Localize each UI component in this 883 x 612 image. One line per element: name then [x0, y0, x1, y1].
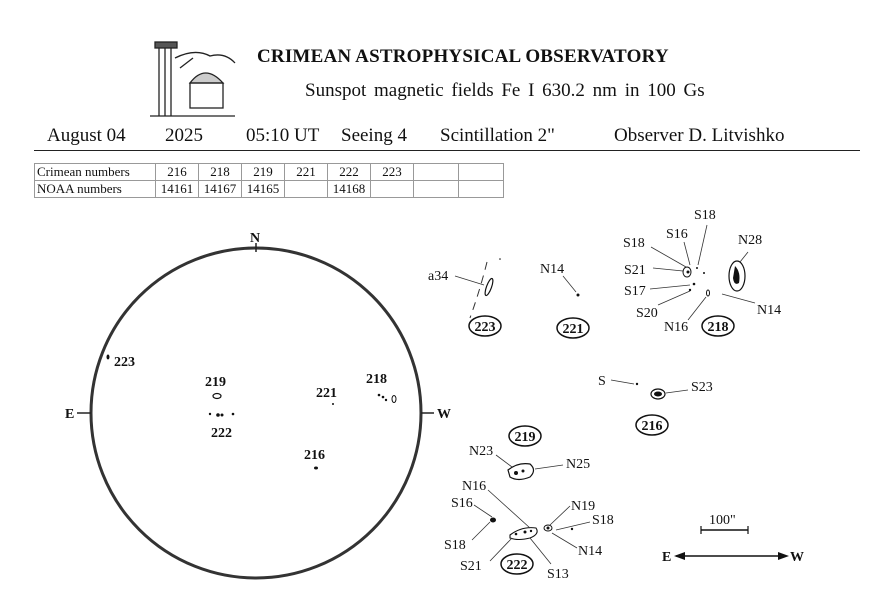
table-cell: 14161: [156, 181, 199, 198]
observation-date: August 04: [47, 125, 126, 146]
spot-inset-219: [508, 464, 534, 480]
scintillation-value: Scintillation 2": [440, 125, 555, 146]
inset-219-label: N23: [469, 444, 494, 459]
inset-223-label: a34: [428, 269, 449, 284]
disk-region-218: 218: [366, 372, 387, 387]
east-label: E: [65, 407, 75, 422]
spot-group-218: [378, 394, 396, 403]
inset-218-label: S21: [624, 263, 646, 278]
spot-216: [314, 467, 318, 470]
leader-line: [535, 465, 563, 469]
inset-221-number: 221: [562, 322, 584, 337]
inset-218-label: S16: [666, 227, 688, 242]
spot-inset-216-core: [654, 392, 662, 397]
table-cell: 14165: [242, 181, 285, 198]
inset-218-label: S17: [624, 284, 646, 299]
inset-222-label: S16: [451, 496, 473, 511]
inset-222-label: N16: [462, 479, 487, 494]
table-cell: 14167: [199, 181, 242, 198]
inset-216-number: 216: [641, 419, 663, 434]
inset-222-label: S13: [547, 567, 569, 582]
spot-223: [107, 355, 110, 360]
table-cell: 14168: [328, 181, 371, 198]
leader-line: [455, 276, 484, 285]
inset-222-number: 222: [506, 558, 528, 573]
leader-line: [666, 390, 688, 393]
inset-218-label: N16: [664, 320, 689, 335]
arrow-east-label: E: [662, 550, 672, 565]
leader-line: [496, 455, 512, 467]
inset-218-label: N28: [738, 233, 763, 248]
table-cell: 218: [199, 164, 242, 181]
disk-region-222: 222: [211, 426, 232, 441]
west-label: W: [437, 407, 451, 422]
inset-218-label: S20: [636, 306, 658, 321]
inset-216-label: S: [598, 374, 606, 389]
table-cell: 223: [371, 164, 414, 181]
spot-inset-216-small: [636, 383, 638, 385]
disk-region-216: 216: [304, 448, 325, 463]
inset-222-label: S18: [444, 538, 466, 553]
table-cell: 216: [156, 164, 199, 181]
inset-218-label: S18: [623, 236, 645, 251]
inset-216-label: S23: [691, 380, 713, 395]
inset-219-number: 219: [514, 430, 536, 445]
inset-221-label: N14: [540, 262, 565, 277]
leader-line: [611, 380, 634, 384]
spot-inset-223-small: [499, 258, 501, 260]
table-cell: 221: [285, 164, 328, 181]
crimean-label: Crimean numbers: [35, 164, 156, 181]
spot-221: [332, 403, 334, 405]
observer-name: Observer D. Litvishko: [614, 125, 785, 146]
inset-218-label: N14: [757, 303, 782, 318]
spot-inset-219-core: [514, 471, 518, 475]
spot-inset-219-core: [522, 470, 525, 473]
north-label: N: [250, 231, 261, 246]
arrow-west-label: W: [790, 550, 804, 565]
disk-region-221: 221: [316, 386, 337, 401]
table-cell: 219: [242, 164, 285, 181]
spot-group-222: [209, 413, 235, 417]
limb-arc-223: [470, 262, 487, 318]
spot-group-inset-218: [683, 261, 745, 296]
inset-222-label: N14: [578, 544, 603, 559]
arrow-head-west: [778, 552, 789, 560]
table-cell: 222: [328, 164, 371, 181]
inset-218-label: S18: [694, 208, 716, 223]
arrow-head-east: [674, 552, 685, 560]
disk-region-223: 223: [114, 355, 135, 370]
inset-218-number: 218: [707, 320, 729, 335]
inset-223-number: 223: [474, 320, 496, 335]
subtitle: Sunspot magnetic fields Fe I 630.2 nm in 100 Gs: [305, 80, 705, 101]
noaa-label: NOAA numbers: [35, 181, 156, 198]
leader-line: [563, 276, 576, 292]
scale-label: 100": [709, 513, 736, 528]
disk-region-219: 219: [205, 375, 226, 390]
spot-219: [213, 394, 221, 399]
seeing-value: Seeing 4: [341, 125, 407, 146]
observation-year: 2025: [165, 125, 203, 146]
observatory-title: CRIMEAN ASTROPHYSICAL OBSERVATORY: [257, 46, 669, 67]
inset-222-label: S21: [460, 559, 482, 574]
inset-219-label: N25: [566, 457, 591, 472]
solar-disk: [91, 248, 421, 578]
inset-222-label: S18: [592, 513, 614, 528]
observation-time: 05:10 UT: [246, 125, 320, 146]
spot-inset-223: [484, 278, 495, 297]
spot-inset-221: [577, 294, 580, 297]
inset-222-label: N19: [571, 499, 596, 514]
